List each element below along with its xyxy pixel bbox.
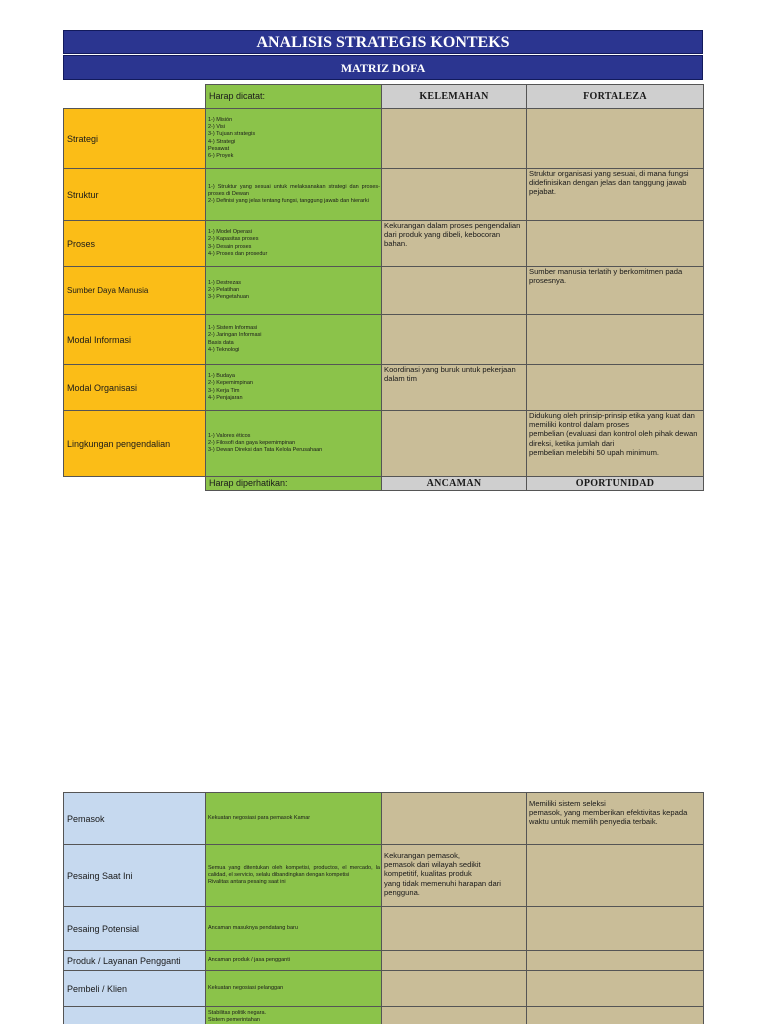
strength-cell xyxy=(527,315,704,365)
row-label: Modal Organisasi xyxy=(64,365,206,411)
threat-cell xyxy=(382,907,527,951)
factor-list: 1-) Destrezas 2-) Pelatihan 3-) Pengetahuan xyxy=(206,267,382,315)
threat-cell xyxy=(382,793,527,845)
column-header-opportunity: OPORTUNIDAD xyxy=(527,477,704,491)
column-header-weakness: KELEMAHAN xyxy=(382,85,527,109)
row-label: Pesaing Saat Ini xyxy=(64,845,206,907)
table-row xyxy=(64,109,704,169)
row-label: Modal Informasi xyxy=(64,315,206,365)
page-subtitle: MATRIZ DOFA xyxy=(63,55,703,80)
strength-cell: Didukung oleh prinsip-prinsip etika yang kuat dan memiliki kontrol dalam proses pembelian (evaluasi dan kontrol oleh pihak dewan direksi, ketika jumlah dari pembelian melebihi 50 upah minimum. xyxy=(527,411,704,477)
threat-cell: Kekurangan pemasok, pemasok dari wilayah sedikit kompetitif, kualitas produk yang tidak memenuhi harapan dari pengguna. xyxy=(382,845,527,907)
table-row xyxy=(64,315,704,365)
strength-cell xyxy=(527,109,704,169)
factor-list: 1-) Valores éticos 2-) Filosofi dan gaya kepemimpinan 3-) Dewan Direksi dan Tata Kelola Perusahaan xyxy=(206,411,382,477)
row-label: Lingkungan pengendalian xyxy=(64,411,206,477)
factor-list: 1-) Budaya 2-) Kepemimpinan 3-) Kerja Tim 4-) Penjajaran xyxy=(206,365,382,411)
internal-footer-row xyxy=(64,477,704,491)
factor-list: Ancaman produk / jasa pengganti xyxy=(206,951,382,971)
factor-list: Kekuatan negosiasi para pemasok Kamar xyxy=(206,793,382,845)
threat-cell xyxy=(382,951,527,971)
row-label: Pesaing Potensial xyxy=(64,907,206,951)
factor-list: 1-) Misión 2-) Visi 3-) Tujuan strategis 4-) Strategi Pesawat 6-) Proyek xyxy=(206,109,382,169)
strength-cell: Struktur organisasi yang sesuai, di mana fungsi didefinisikan dengan jelas dan tanggung jawab pejabat. xyxy=(527,169,704,221)
attention-label: Harap diperhatikan: xyxy=(206,477,382,491)
table-row xyxy=(64,169,704,221)
factor-list: 1-) Model Operasi 2-) Kapasitas proses 3-) Desain proses 4-) Proses dan prosedur xyxy=(206,221,382,267)
opportunity-cell xyxy=(527,845,704,907)
note-label: Harap dicatat: xyxy=(206,85,382,109)
weakness-cell: Kekurangan dalam proses pengendalian dari produk yang dibeli, kebocoran bahan. xyxy=(382,221,527,267)
strength-cell xyxy=(527,365,704,411)
header-blank-cell xyxy=(64,85,206,109)
internal-header-row xyxy=(64,85,704,109)
table-row xyxy=(64,411,704,477)
table-row xyxy=(64,971,704,1007)
factor-list: Semua yang ditentukan oleh kompetisi, productos, el mercado, la calidad, el servicio, selalu dibandingkan dengan kompetisi Rivalitas antara pesaing saat ini xyxy=(206,845,382,907)
row-label: Produk / Layanan Pengganti xyxy=(64,951,206,971)
factor-list: Ancaman masuknya pendatang baru xyxy=(206,907,382,951)
threat-cell xyxy=(382,1007,527,1024)
table-row xyxy=(64,907,704,951)
row-label: Struktur xyxy=(64,169,206,221)
table-row xyxy=(64,845,704,907)
table-row xyxy=(64,1007,704,1024)
opportunity-cell: Memiliki sistem seleksi pemasok, yang memberikan efektivitas kepada waktu untuk memilih penyedia terbaik. xyxy=(527,793,704,845)
column-header-threat: ANCAMAN xyxy=(382,477,527,491)
table-row xyxy=(64,951,704,971)
internal-matrix-table xyxy=(63,84,704,491)
weakness-cell: Koordinasi yang buruk untuk pekerjaan dalam tim xyxy=(382,365,527,411)
table-row xyxy=(64,221,704,267)
row-label xyxy=(64,1007,206,1024)
row-label: Sumber Daya Manusia xyxy=(64,267,206,315)
table-row xyxy=(64,793,704,845)
weakness-cell xyxy=(382,315,527,365)
page-title: ANALISIS STRATEGIS KONTEKS xyxy=(63,30,703,54)
strength-cell: Sumber manusia terlatih y berkomitmen pada prosesnya. xyxy=(527,267,704,315)
footer-blank-cell xyxy=(64,477,206,491)
opportunity-cell xyxy=(527,907,704,951)
weakness-cell xyxy=(382,411,527,477)
table-row xyxy=(64,267,704,315)
factor-list: 1-) Struktur yang sesuai untuk melaksanakan strategi dan proses-proses di Dewan 2-) Definisi yang jelas tentang fungsi, tanggung jawab dan hierarki xyxy=(206,169,382,221)
factor-list: 1-) Sistem Informasi 2-) Jaringan Informasi Basis data 4-) Teknologi xyxy=(206,315,382,365)
weakness-cell xyxy=(382,267,527,315)
weakness-cell xyxy=(382,169,527,221)
opportunity-cell xyxy=(527,951,704,971)
row-label: Pembeli / Klien xyxy=(64,971,206,1007)
row-label: Strategi xyxy=(64,109,206,169)
column-header-strength: FORTALEZA xyxy=(527,85,704,109)
row-label: Pemasok xyxy=(64,793,206,845)
external-matrix-table xyxy=(63,792,704,1024)
row-label: Proses xyxy=(64,221,206,267)
factor-list: Stabilitas politik negara. Sistem pemerintahan xyxy=(206,1007,382,1024)
strength-cell xyxy=(527,221,704,267)
opportunity-cell xyxy=(527,1007,704,1024)
weakness-cell xyxy=(382,109,527,169)
table-row xyxy=(64,365,704,411)
opportunity-cell xyxy=(527,971,704,1007)
factor-list: Kekuatan negosiasi pelanggan xyxy=(206,971,382,1007)
threat-cell xyxy=(382,971,527,1007)
